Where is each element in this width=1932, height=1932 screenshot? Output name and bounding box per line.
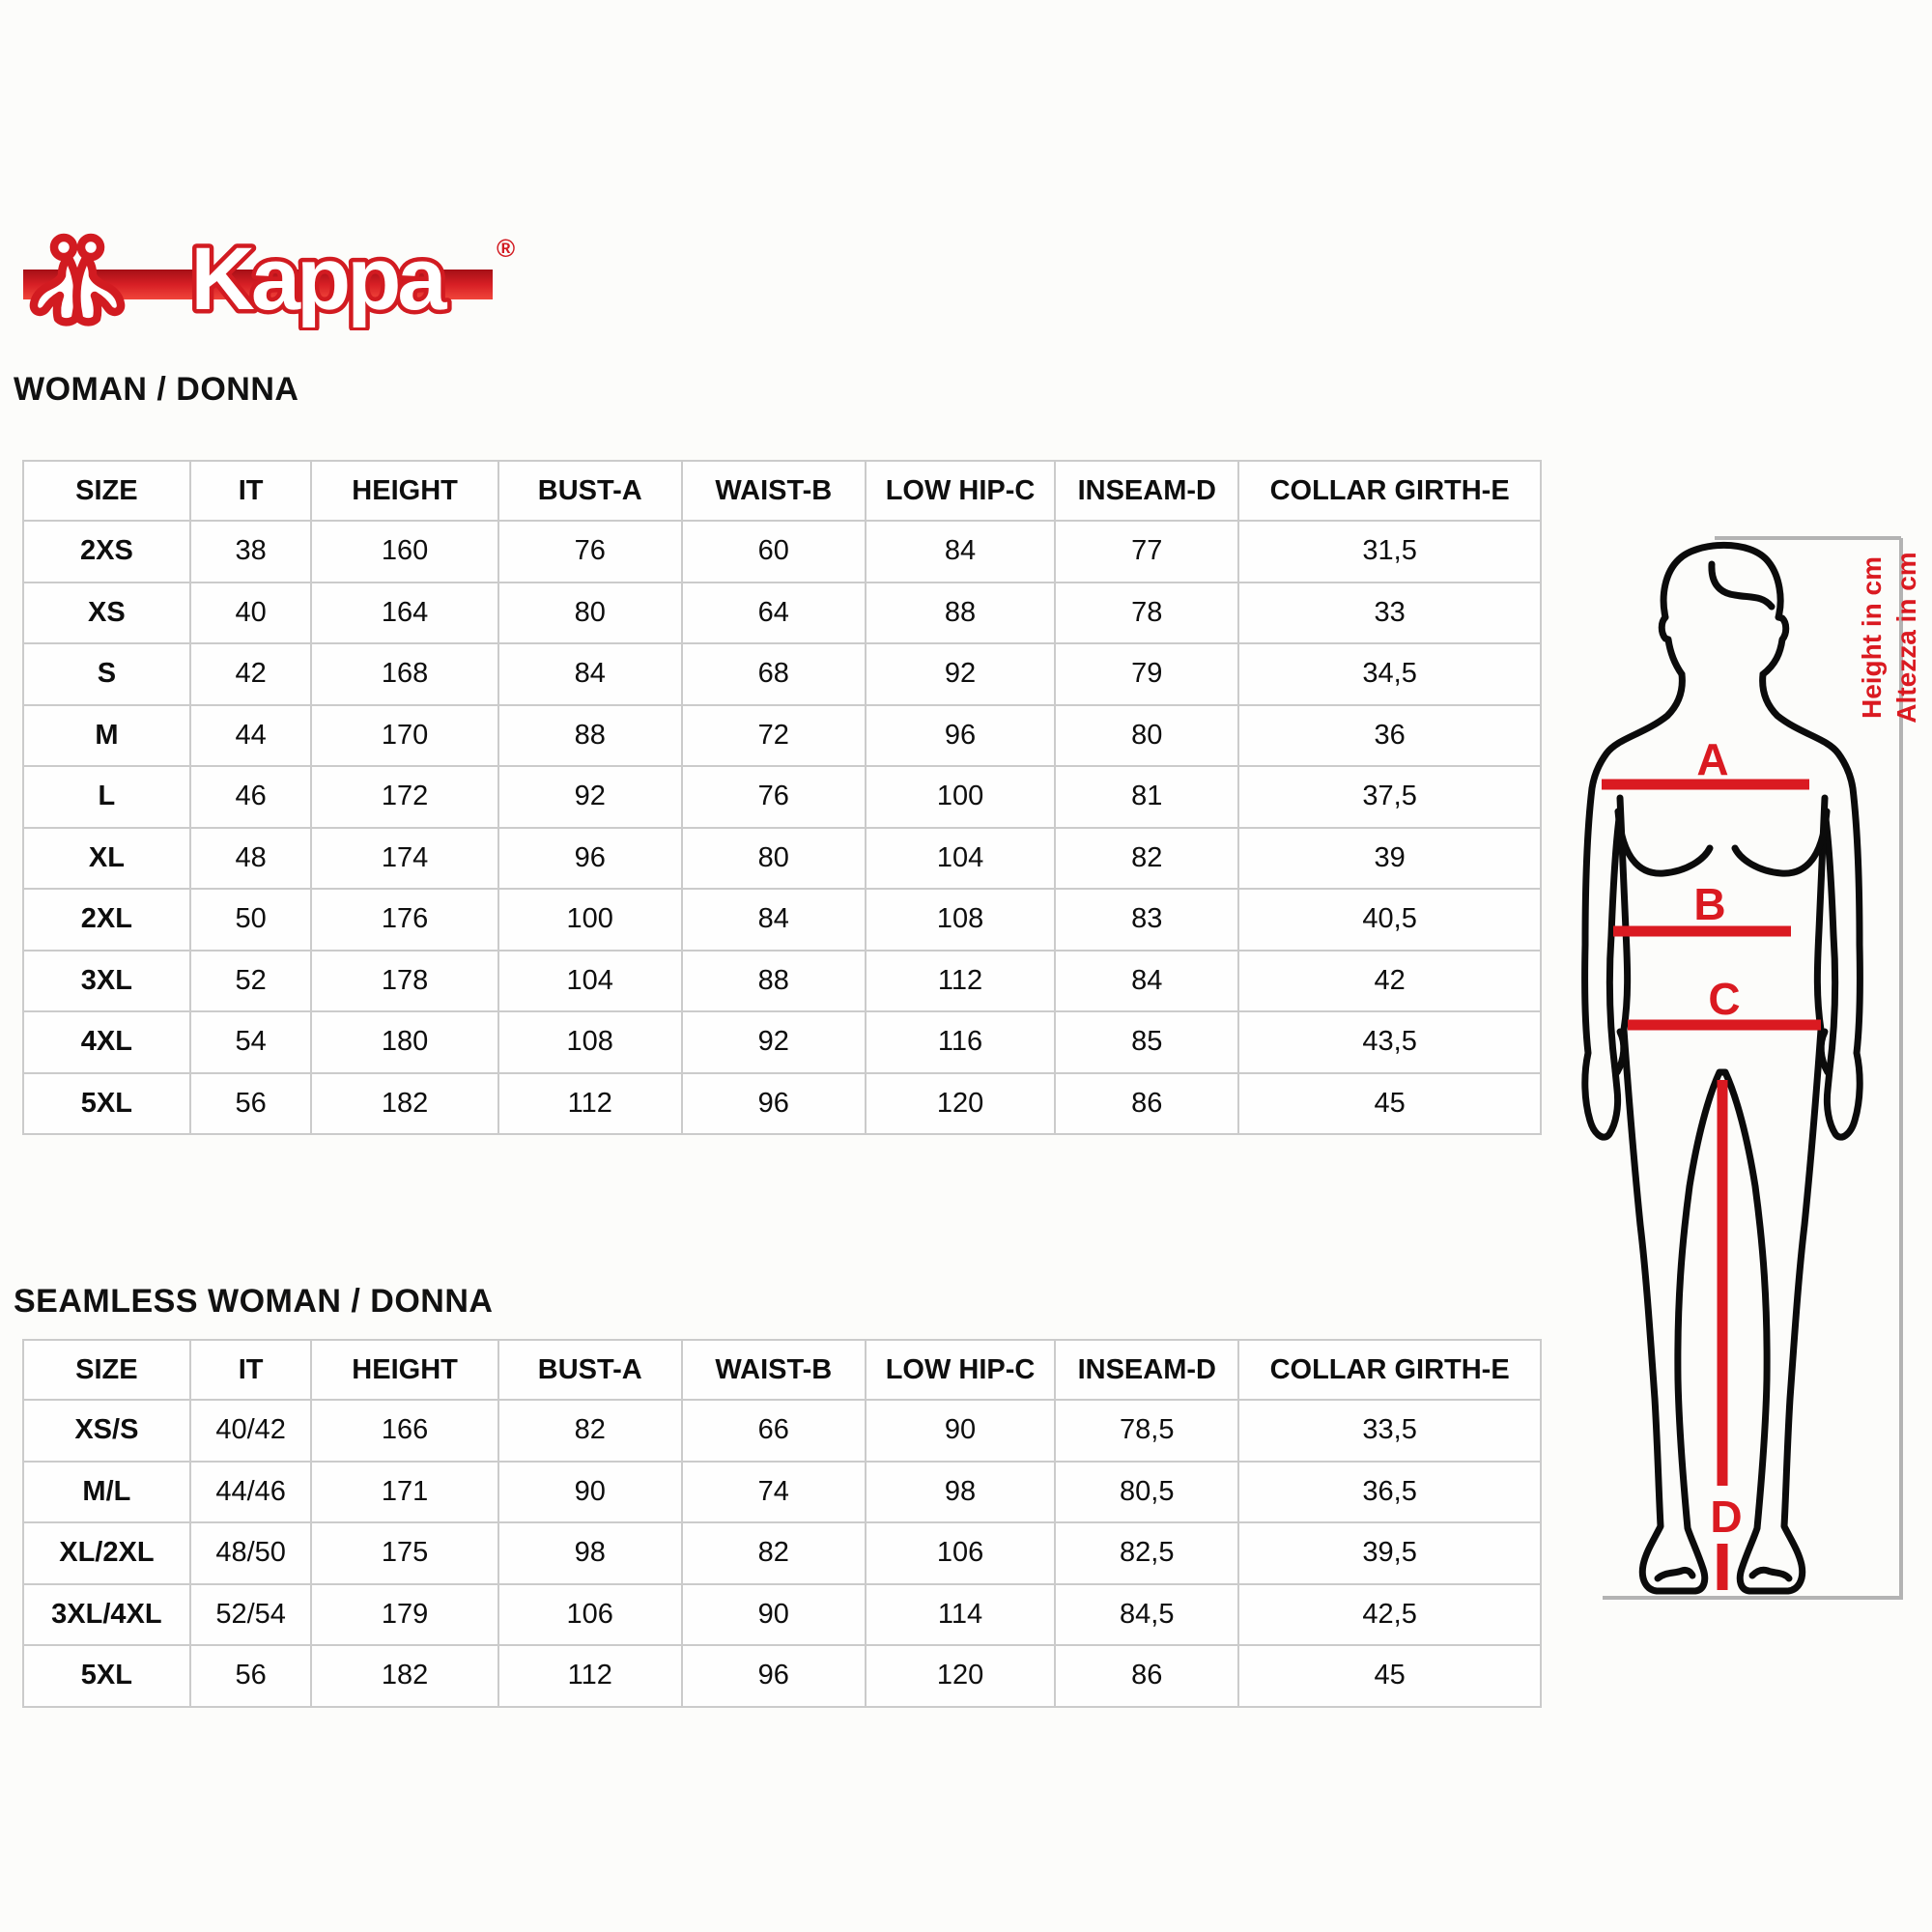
column-header: WAIST-B [682,1340,866,1400]
measurement-cell: 81 [1055,766,1238,828]
measurement-cell: 116 [866,1011,1055,1073]
measurement-cell: 33,5 [1238,1400,1541,1462]
column-header: LOW HIP-C [866,1340,1055,1400]
kappa-logo-graphic [15,224,542,330]
measurement-cell: 40/42 [190,1400,312,1462]
measurement-cell: 168 [311,643,497,705]
measurement-cell: 56 [190,1073,312,1135]
measurement-cell: 112 [498,1073,682,1135]
measurement-cell: 112 [498,1645,682,1707]
size-row [23,766,1541,828]
measurement-cell: 42 [1238,951,1541,1012]
measurement-cell: 52/54 [190,1584,312,1646]
height-caption-italian: Altezza in cm [1891,552,1921,724]
measurement-cell: 44 [190,705,312,767]
measurement-cell: 56 [190,1645,312,1707]
measurement-cell: 98 [866,1462,1055,1523]
kappa-logo [15,224,542,330]
body-measurement-diagram [1565,529,1932,1621]
measurement-cell: 80 [682,828,866,890]
measurement-cell: 52 [190,951,312,1012]
header-row [23,461,1541,521]
measurement-cell: 106 [498,1584,682,1646]
measurement-cell: 114 [866,1584,1055,1646]
size-label-cell: 2XS [23,521,190,582]
header-row [23,1340,1541,1400]
measurement-cell: 39,5 [1238,1522,1541,1584]
measurement-cell: 36 [1238,705,1541,767]
size-label-cell: M [23,705,190,767]
measurement-cell: 108 [498,1011,682,1073]
size-row [23,951,1541,1012]
size-label-cell: L [23,766,190,828]
size-row [23,1011,1541,1073]
measurement-cell: 170 [311,705,497,767]
measurement-cell: 79 [1055,643,1238,705]
measurement-cell: 80 [1055,705,1238,767]
size-row [23,1462,1541,1523]
measurement-cell: 86 [1055,1645,1238,1707]
kappa-wordmark: Kappa [190,230,443,328]
size-label-cell: 3XL [23,951,190,1012]
measurement-cell: 182 [311,1645,497,1707]
measurement-cell: 77 [1055,521,1238,582]
measurement-cell: 43,5 [1238,1011,1541,1073]
measurement-cell: 182 [311,1073,497,1135]
measurement-cell: 108 [866,889,1055,951]
measurement-cell: 50 [190,889,312,951]
column-header: IT [190,461,312,521]
measurement-cell: 164 [311,582,497,644]
measurement-cell: 85 [1055,1011,1238,1073]
inseam-label-d: D [1710,1492,1743,1542]
size-label-cell: XL [23,828,190,890]
measurement-cell: 82 [682,1522,866,1584]
waist-label-b: B [1693,879,1726,929]
measurement-cell: 88 [498,705,682,767]
measurement-cell: 98 [498,1522,682,1584]
measurement-cell: 174 [311,828,497,890]
column-header: COLLAR GIRTH-E [1238,461,1541,521]
measurement-cell: 68 [682,643,866,705]
measurement-cell: 92 [498,766,682,828]
measurement-cell: 171 [311,1462,497,1523]
column-header: INSEAM-D [1055,461,1238,521]
size-label-cell: 5XL [23,1645,190,1707]
size-row [23,828,1541,890]
column-header: IT [190,1340,312,1400]
measurement-cell: 83 [1055,889,1238,951]
measurement-cell: 76 [498,521,682,582]
measurement-cell: 96 [682,1645,866,1707]
measurement-cell: 31,5 [1238,521,1541,582]
size-label-cell: 5XL [23,1073,190,1135]
column-header: SIZE [23,461,190,521]
measurement-cell: 90 [682,1584,866,1646]
size-row [23,1522,1541,1584]
size-label-cell: S [23,643,190,705]
measurement-cell: 78 [1055,582,1238,644]
column-header: HEIGHT [311,461,497,521]
measurement-cell: 84 [866,521,1055,582]
size-row [23,521,1541,582]
measurement-cell: 106 [866,1522,1055,1584]
column-header: COLLAR GIRTH-E [1238,1340,1541,1400]
column-header: BUST-A [498,461,682,521]
size-row [23,1400,1541,1462]
measurement-cell: 104 [866,828,1055,890]
section-title-seamless-woman: SEAMLESS WOMAN / DONNA [14,1283,494,1320]
measurement-cell: 80,5 [1055,1462,1238,1523]
column-header: WAIST-B [682,461,866,521]
measurement-cell: 42 [190,643,312,705]
size-table-seamless-woman [22,1339,1542,1708]
measurement-cell: 88 [682,951,866,1012]
measurement-cell: 45 [1238,1073,1541,1135]
column-header: LOW HIP-C [866,461,1055,521]
size-label-cell: 4XL [23,1011,190,1073]
measurement-cell: 80 [498,582,682,644]
measurement-cell: 96 [682,1073,866,1135]
measurement-cell: 34,5 [1238,643,1541,705]
measurement-cell: 60 [682,521,866,582]
measurement-cell: 96 [866,705,1055,767]
height-caption-english: Height in cm [1857,555,1887,720]
size-label-cell: 2XL [23,889,190,951]
measurement-cell: 86 [1055,1073,1238,1135]
column-header: HEIGHT [311,1340,497,1400]
measurement-cell: 96 [498,828,682,890]
measurement-cell: 74 [682,1462,866,1523]
measurement-cell: 40,5 [1238,889,1541,951]
column-header: SIZE [23,1340,190,1400]
size-table-woman [22,460,1542,1135]
size-row [23,705,1541,767]
measurement-cell: 179 [311,1584,497,1646]
measurement-cell: 90 [866,1400,1055,1462]
measurement-cell: 82,5 [1055,1522,1238,1584]
measurement-cell: 175 [311,1522,497,1584]
size-row [23,582,1541,644]
measurement-cell: 82 [498,1400,682,1462]
measurement-cell: 92 [866,643,1055,705]
measurement-cell: 54 [190,1011,312,1073]
size-row [23,1645,1541,1707]
body-measurement-figure [1565,529,1932,1621]
measurement-cell: 112 [866,951,1055,1012]
size-row [23,1584,1541,1646]
measurement-cell: 40 [190,582,312,644]
measurement-cell: 82 [1055,828,1238,890]
measurement-cell: 166 [311,1400,497,1462]
size-label-cell: XS/S [23,1400,190,1462]
measurement-cell: 37,5 [1238,766,1541,828]
measurement-cell: 84 [682,889,866,951]
measurement-cell: 178 [311,951,497,1012]
measurement-cell: 84 [1055,951,1238,1012]
size-label-cell: XS [23,582,190,644]
column-header: BUST-A [498,1340,682,1400]
measurement-cell: 44/46 [190,1462,312,1523]
measurement-cell: 84 [498,643,682,705]
measurement-cell: 100 [866,766,1055,828]
measurement-cell: 92 [682,1011,866,1073]
measurement-cell: 84,5 [1055,1584,1238,1646]
measurement-cell: 120 [866,1073,1055,1135]
section-title-woman: WOMAN / DONNA [14,371,299,408]
measurement-cell: 39 [1238,828,1541,890]
size-row [23,643,1541,705]
size-label-cell: 3XL/4XL [23,1584,190,1646]
measurement-cell: 104 [498,951,682,1012]
size-row [23,1073,1541,1135]
registered-trademark: ® [497,234,516,263]
measurement-cell: 46 [190,766,312,828]
measurement-cell: 120 [866,1645,1055,1707]
measurement-cell: 172 [311,766,497,828]
measurement-cell: 72 [682,705,866,767]
size-label-cell: XL/2XL [23,1522,190,1584]
measurement-cell: 42,5 [1238,1584,1541,1646]
measurement-cell: 45 [1238,1645,1541,1707]
measurement-cell: 176 [311,889,497,951]
measurement-cell: 33 [1238,582,1541,644]
measurement-cell: 88 [866,582,1055,644]
measurement-cell: 48 [190,828,312,890]
bust-label-a: A [1696,734,1729,784]
measurement-cell: 76 [682,766,866,828]
measurement-cell: 160 [311,521,497,582]
measurement-cell: 180 [311,1011,497,1073]
measurement-cell: 66 [682,1400,866,1462]
height-captions [1857,552,1921,723]
size-label-cell: M/L [23,1462,190,1523]
size-row [23,889,1541,951]
measurement-cell: 38 [190,521,312,582]
measurement-cell: 36,5 [1238,1462,1541,1523]
low-hip-label-c: C [1708,974,1741,1024]
measurement-cell: 64 [682,582,866,644]
measurement-cell: 78,5 [1055,1400,1238,1462]
measurement-cell: 48/50 [190,1522,312,1584]
measurement-cell: 100 [498,889,682,951]
measurement-cell: 90 [498,1462,682,1523]
column-header: INSEAM-D [1055,1340,1238,1400]
